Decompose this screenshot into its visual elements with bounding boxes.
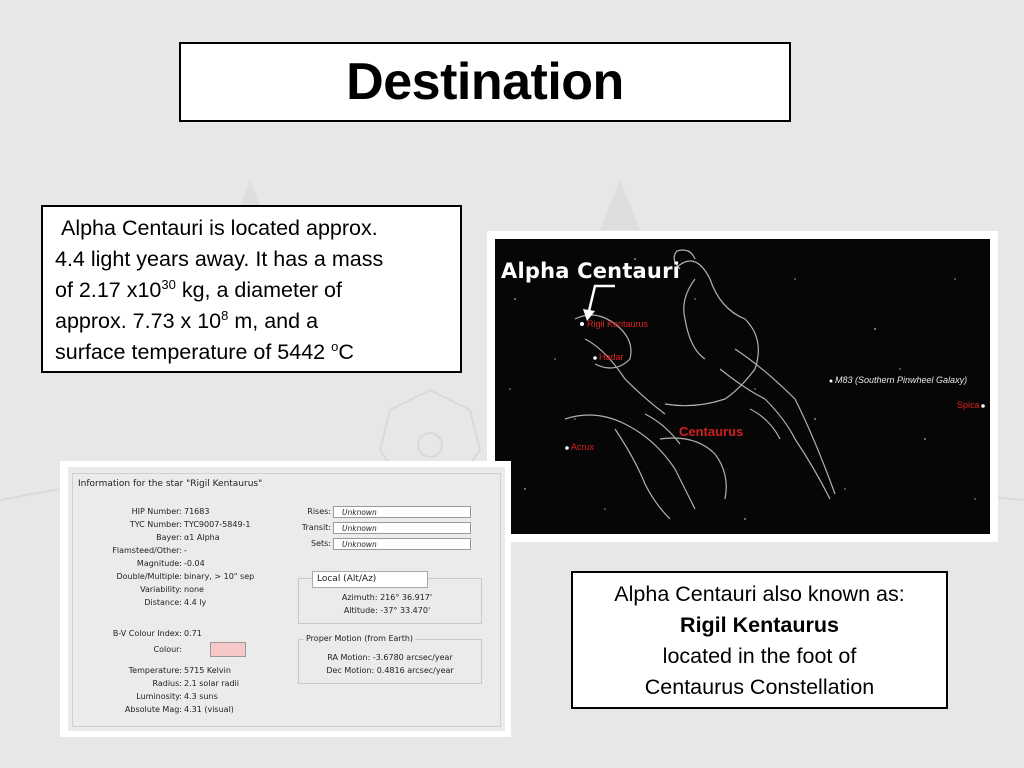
fact-line-3-rest: kg, a diameter of (175, 278, 342, 302)
m83-label: M83 (Southern Pinwheel Galaxy) (835, 375, 968, 385)
field-key: Variability: (140, 585, 182, 594)
field-key: RA Motion: (327, 653, 371, 662)
slide-title: Destination (346, 53, 624, 111)
field-key: HIP Number: (131, 507, 182, 516)
field-value: -37° 33.470' (380, 606, 431, 615)
rises-label: Rises: (307, 507, 331, 516)
field-key: Azimuth: (341, 593, 378, 602)
aka-line-3: located in the foot of (662, 644, 857, 668)
rises-field[interactable]: Unknown (333, 506, 471, 518)
field-value: 4.31 (visual) (184, 705, 234, 714)
fact-line-2: 4.4 light years away. It has a mass (55, 247, 384, 271)
proper-motion-title: Proper Motion (from Earth) (306, 634, 414, 643)
sets-label: Sets: (311, 539, 331, 548)
field-radius (68, 679, 239, 688)
field-key: Distance: (144, 598, 182, 607)
field-value: 0.71 (184, 629, 202, 638)
field-value: none (184, 585, 204, 594)
field-key: B-V Colour Index: (112, 629, 182, 638)
mass-exponent: 30 (161, 276, 176, 292)
field-value: 5715 Kelvin (184, 666, 231, 675)
fact-line-1-text: Alpha Centauri is located approx. (60, 216, 378, 240)
field-bv-index (68, 629, 202, 638)
coordinate-system-select[interactable]: Local (Alt/Az) (312, 571, 428, 588)
field-temperature (68, 666, 231, 675)
centaurus-label: Centaurus (679, 424, 744, 439)
fact-line-5 (55, 340, 354, 364)
rigil-kentaurus-label: Rigil Kentaurus (587, 319, 649, 329)
fact-line-4-text: approx. 7.73 x 10 (55, 309, 222, 333)
field-value: 71683 (184, 507, 210, 516)
field-colour (68, 645, 182, 654)
field-value: 2.1 solar radii (184, 679, 239, 688)
field-flamsteed (68, 546, 187, 555)
fact-text (55, 213, 450, 368)
field-absolute-mag (68, 705, 234, 714)
field-key: Altitude: (343, 606, 378, 615)
field-bayer (68, 533, 220, 542)
fact-line-3-text: of 2.17 x10 (55, 278, 162, 302)
field-luminosity (68, 692, 218, 701)
slide-title-box (179, 42, 791, 122)
field-variability (68, 585, 204, 594)
field-tyc (68, 520, 251, 529)
fact-text-box (41, 205, 462, 373)
star-info-title: Information for the star "Rigil Kentaurus" (78, 479, 263, 489)
star-info-frame (60, 461, 511, 737)
field-key: Magnitude: (136, 559, 182, 568)
pointer-arrow-icon (495, 239, 990, 534)
hadar-label: Hadar (599, 352, 624, 362)
field-key: Double/Multiple: (116, 572, 182, 581)
acrux-label: Acrux (571, 442, 595, 452)
field-key: TYC Number: (129, 520, 182, 529)
fact-line-5-rest: C (338, 340, 354, 364)
field-value: 0.4816 arcsec/year (376, 666, 454, 675)
fact-line-3 (55, 278, 342, 302)
field-key: Colour: (153, 645, 182, 654)
field-magnitude (68, 559, 205, 568)
field-distance (68, 598, 206, 607)
sky-map-title: Alpha Centauri (501, 259, 681, 283)
field-key: Radius: (152, 679, 182, 688)
field-value: TYC9007-5849-1 (184, 520, 251, 529)
field-key: Dec Motion: (326, 666, 375, 675)
fact-line-5-text: surface temperature of 5442 (55, 340, 332, 364)
field-key: Bayer: (156, 533, 182, 542)
aka-line-4: Centaurus Constellation (644, 675, 875, 699)
field-double (68, 572, 254, 581)
transit-label: Transit: (301, 523, 331, 532)
field-key: Temperature: (128, 666, 182, 675)
field-value: binary, > 10" sep (184, 572, 255, 581)
star-info-panel (68, 467, 505, 731)
field-key: Flamsteed/Other: (112, 546, 182, 555)
field-value: -3.6780 arcsec/year (372, 653, 453, 662)
field-value: α1 Alpha (184, 533, 220, 542)
field-altitude (298, 606, 476, 615)
aka-text-box (571, 571, 948, 709)
fact-line-4-rest: m, and a (228, 309, 319, 333)
colour-swatch (210, 642, 246, 657)
field-azimuth (298, 593, 476, 602)
aka-line-1: Alpha Centauri also known as: (614, 582, 905, 606)
field-value: 4.3 suns (184, 692, 218, 701)
diameter-exponent: 8 (221, 307, 229, 323)
degree-symbol: o (331, 338, 339, 354)
field-value: 4.4 ly (184, 598, 207, 607)
transit-field[interactable]: Unknown (333, 522, 471, 534)
field-ra-motion (298, 653, 482, 662)
field-value: - (184, 546, 187, 555)
sky-map-frame (487, 231, 998, 542)
sets-field[interactable]: Unknown (333, 538, 471, 550)
field-value: -0.04 (184, 559, 205, 568)
field-value: 216° 36.917' (380, 593, 433, 602)
fact-line-4 (55, 309, 318, 333)
field-key: Luminosity: (136, 692, 182, 701)
spica-label: Spica (957, 400, 980, 410)
field-dec-motion (298, 666, 482, 675)
aka-star-name: Rigil Kentaurus (680, 613, 839, 637)
field-key: Absolute Mag: (124, 705, 182, 714)
fact-line-1 (55, 216, 378, 240)
sky-map-image (495, 239, 990, 534)
field-hip (68, 507, 209, 516)
